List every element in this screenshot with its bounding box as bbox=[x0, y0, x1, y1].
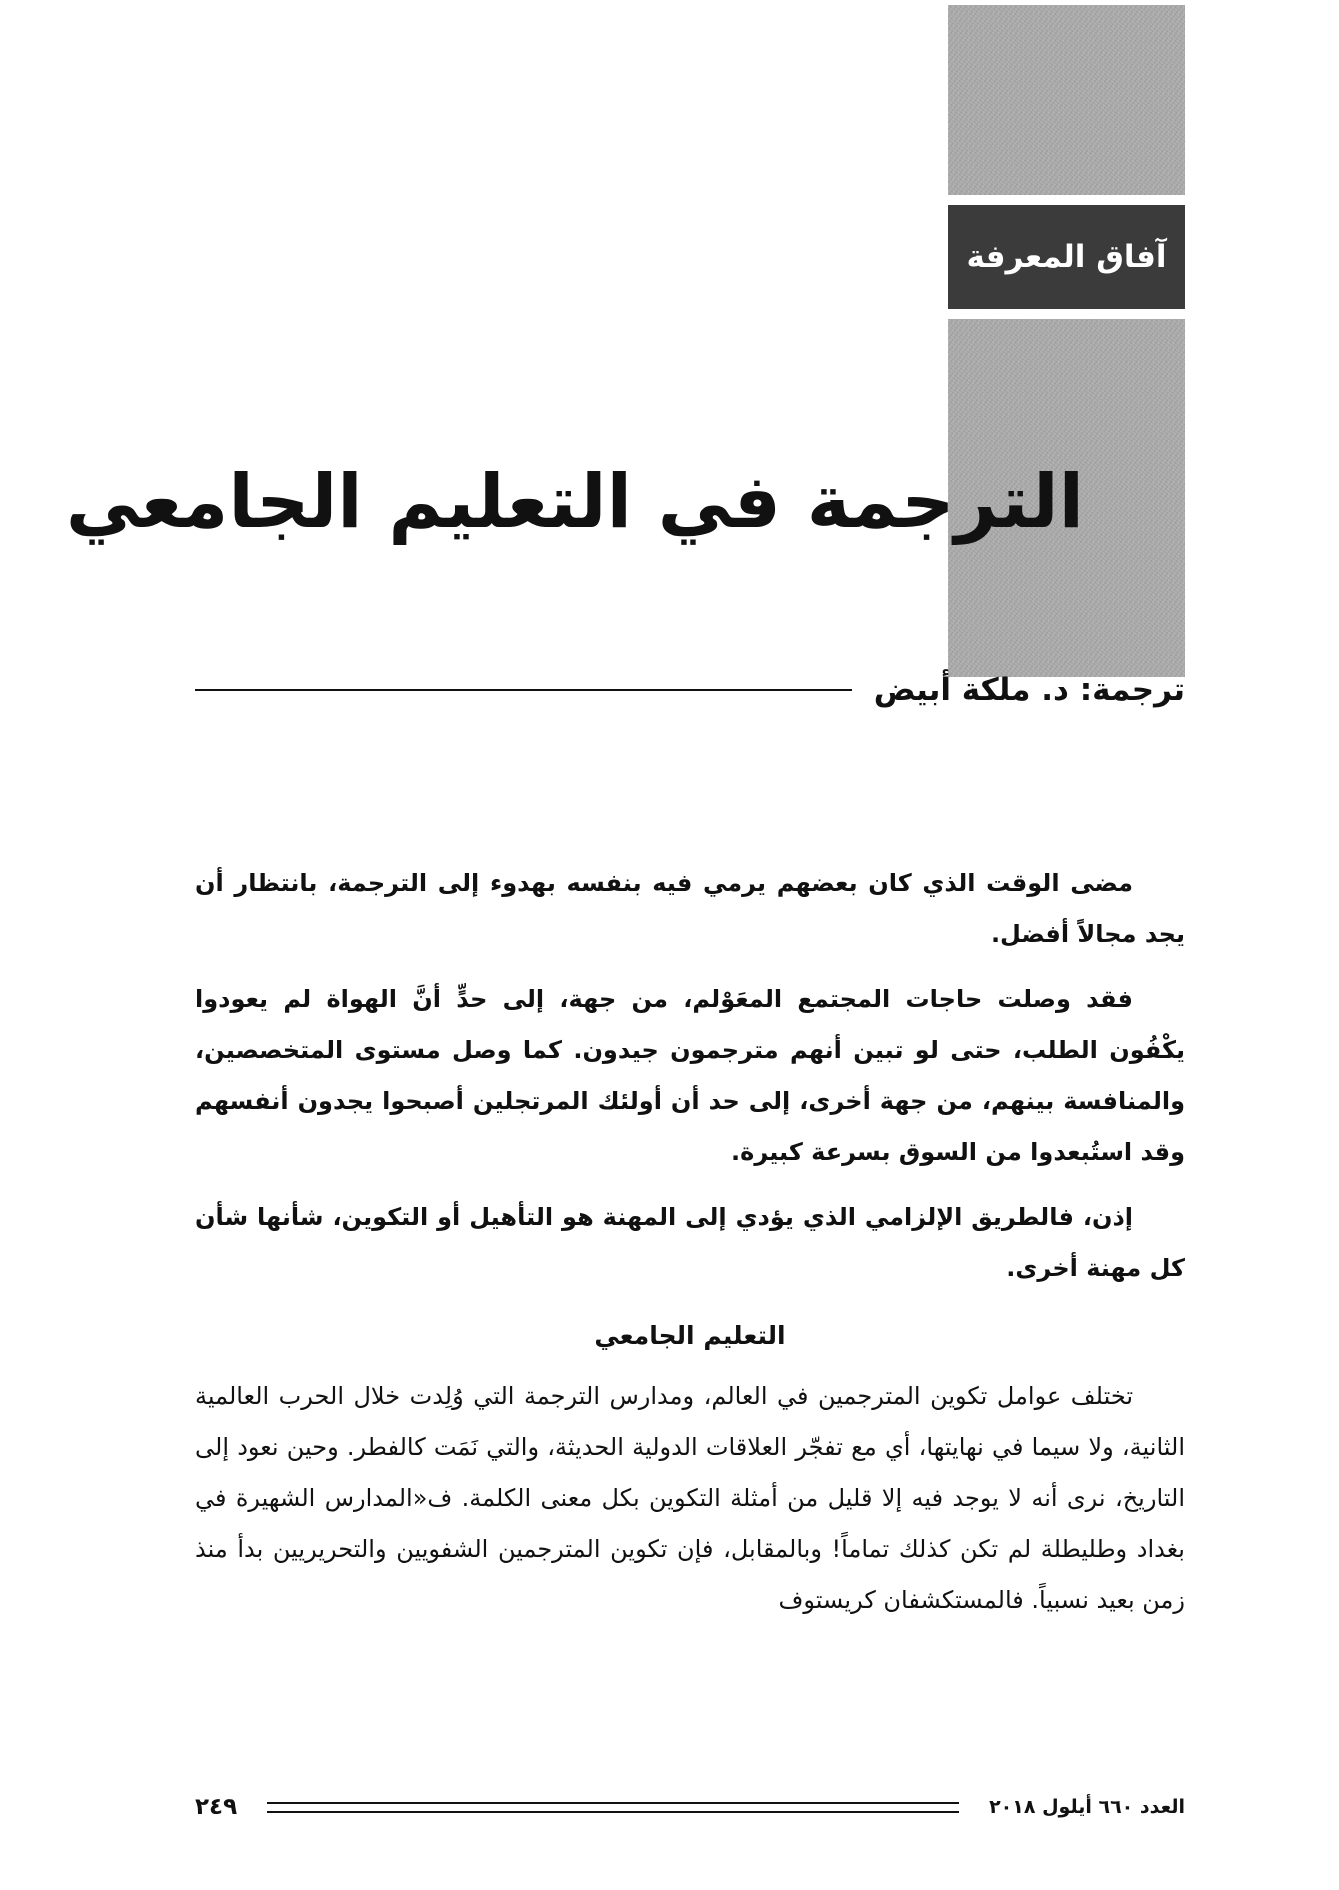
issue-info: العدد ٦٦٠ أيلول ٢٠١٨ bbox=[989, 1796, 1185, 1818]
translator-line bbox=[195, 672, 1185, 708]
footer-divider bbox=[267, 1802, 959, 1813]
lead-paragraph-1: مضى الوقت الذي كان بعضهم يرمي فيه بنفسه بهدوء إلى الترجمة، بانتظار أن يجد مجالاً أفضل. bbox=[195, 869, 1185, 948]
page-footer bbox=[195, 1792, 1185, 1822]
section-label-text: آفاق المعرفة bbox=[966, 239, 1167, 275]
decorative-band-top bbox=[948, 5, 1185, 195]
section-subheading: التعليم الجامعي bbox=[594, 1321, 786, 1350]
section-label bbox=[948, 205, 1185, 309]
translator-name: ترجمة: د. ملكة أبيض bbox=[873, 672, 1185, 708]
article-title: الترجمة في التعليم الجامعي bbox=[65, 459, 1084, 545]
lead-paragraph-2: فقد وصلت حاجات المجتمع المعَوْلم، من جهة، إلى حدٍّ أنَّ الهواة لم يعودوا يكْفُون الطلب، حتى لو تبين أنهم مترجمون جيدون. كما وصل مستوى المتخصصين، والمنافسة بينهم، من جهة أخرى، إلى حد أن أولئك المرتجلين أصبحوا يجدون أنفسهم وقد استُبعدوا من السوق بسرعة كبيرة. bbox=[195, 985, 1185, 1166]
body-paragraph: تختلف عوامل تكوين المترجمين في العالم، ومدارس الترجمة التي وُلِدت خلال الحرب العالمية الثانية، ولا سيما في نهايتها، أي مع تفجّر العلاقات الدولية الحديثة، والتي نَمَت كالفطر. وحين نعود إلى التاريخ، نرى أنه لا يوجد فيه إلا قليل من أمثلة التكوين بكل معنى الكلمة. ف«المدارس الشهيرة في بغداد وطليطلة لم تكن كذلك تماماً! وبالمقابل، فإن تكوين المترجمين الشفويين والتحريريين بدأ منذ زمن بعيد نسبياً. فالمستكشفان كريستوف bbox=[195, 1382, 1185, 1614]
article-body bbox=[195, 858, 1185, 1640]
translator-divider bbox=[195, 689, 852, 691]
page-number: ٢٤٩ bbox=[195, 1794, 238, 1820]
lead-paragraph-3: إذن، فالطريق الإلزامي الذي يؤدي إلى المهنة هو التأهيل أو التكوين، شأنها شأن كل مهنة أخرى. bbox=[195, 1203, 1185, 1282]
